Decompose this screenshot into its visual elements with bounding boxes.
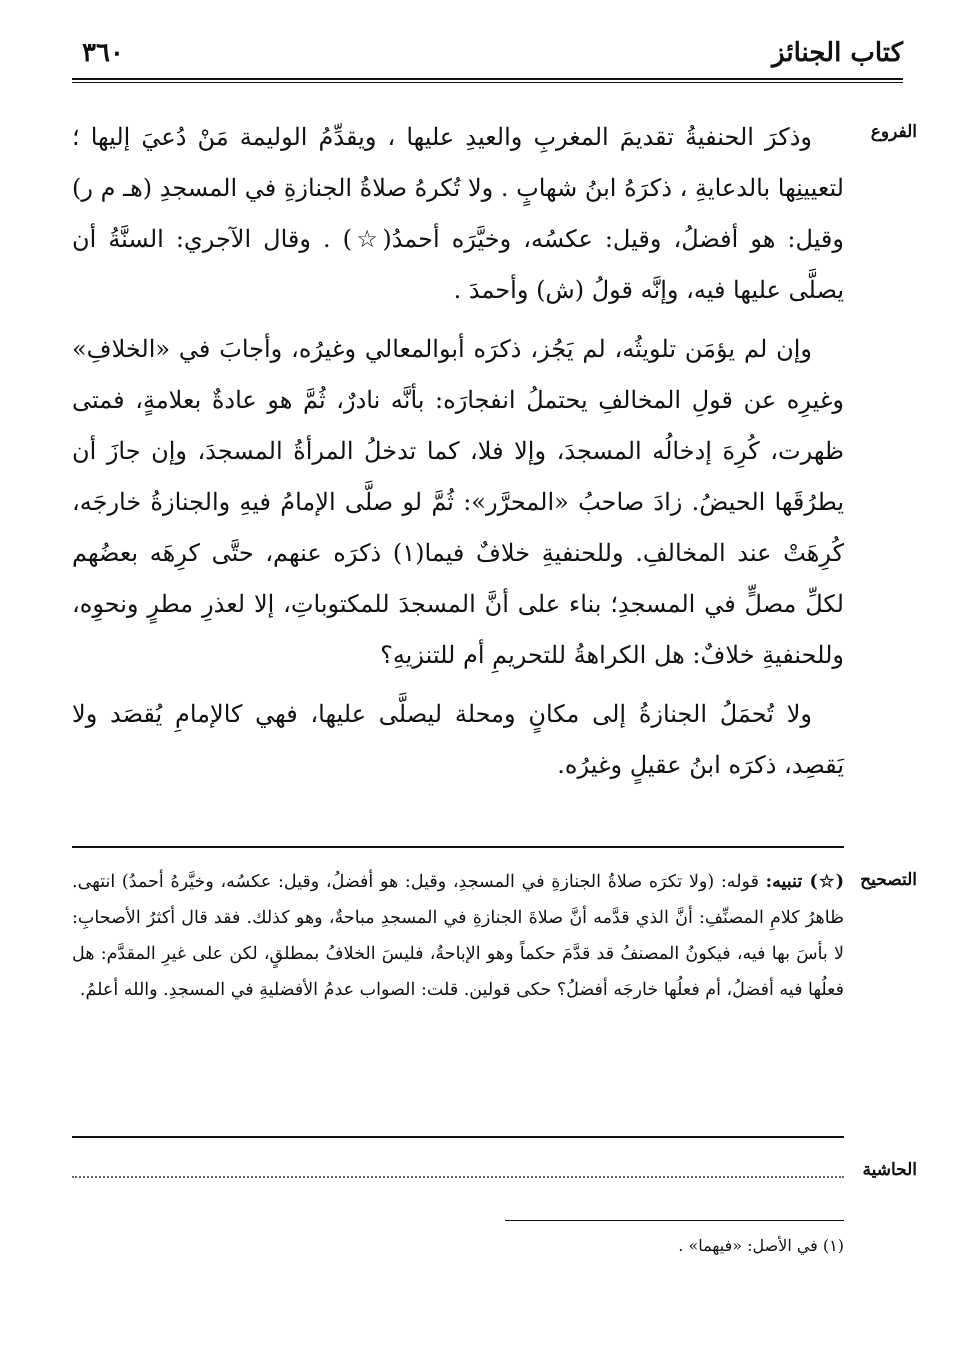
main-paragraph-1: وذكرَ الحنفيةُ تقديمَ المغربِ والعيدِ عليها ، ويقدِّمُ الوليمة مَنْ دُعيَ إليها ؛ لتعيينِها بالدعايةِ ، ذكرَهُ ابنُ شهابٍ . ولا تُكرهُ صلاةُ الجنازةِ في المسجدِ (هـ م ر) وقيل: هو أفضلُ، وقيل: عكسُه، وخيَّرَه أحمدُ(☆) . وقال الآجري: السنَّةُ أن يصلَّى عليها فيه، وإنَّه قولُ (ش) وأحمدَ . [72, 123, 844, 304]
main-text [72, 112, 844, 799]
margin-label-tashih: التصحيح [860, 870, 917, 890]
header-rule [72, 78, 903, 80]
hashiya-dotted-line [72, 1176, 844, 1178]
footnote-rule [505, 1220, 844, 1221]
main-paragraph-3: ولا تُحمَلُ الجنازةُ إلى مكانٍ ومحلة ليصلَّى عليها، فهي كالإمامِ يُقصَد ولا يَقصِد، ذكرَه ابنُ عقيلٍ وغيرُه. [72, 700, 844, 779]
section-divider-top [72, 846, 844, 848]
tashih-paragraph [72, 864, 844, 1008]
margin-label-hashiya: الحاشية [862, 1160, 917, 1180]
header-rule-thin [72, 82, 903, 83]
running-title: كتاب الجنائز [772, 38, 903, 68]
tashih-text: قوله: (ولا تكرَه صلاةُ الجنازةِ في المسجدِ، وقيل: هو أفضلُ، وقيل: عكسُه، وخيَّرهُ أحمدُ) انتهى. ظاهرُ كلامِ المصنِّفِ: أنَّ الذي قدَّمه أنَّ صلاةَ الجنازةِ في المسجدِ مباحةٌ، وهو كذلك. فقد قال أكثرُ الأصحابِ: لا بأسَ بها فيه، فيكونُ المصنفُ قد قدَّمَ حكماً وهو الإباحةُ، فليسَ الخلافُ بمطلقٍ، لكن على غيرِ المقدَّم: هل فعلُها فيه أفضلُ، أم فعلُها خارجَه أفضلُ؟ حكى قولين. قلت: الصواب عدمُ الأفضليةِ في المسجدِ. والله أعلمُ. [72, 872, 844, 1000]
tashih-section [72, 864, 844, 1008]
main-paragraph-2: وإن لم يؤمَن تلويثُه، لم يَجُز، ذكرَه أبوالمعالي وغيرُه، وأجابَ في «الخلافِ» وغيرِه عن قولِ المخالفِ يحتملُ انفجارَه: بأنَّه نادرٌ، ثُمَّ هو عادةٌ بعلامةٍ، فمتى ظهرت، كُرِهَ إدخالُه المسجدَ، وإلا فلا، كما تدخلُ المرأةُ المسجدَ، وإن جازَ أن يطرُقَها الحيضُ. زادَ صاحبُ «المحرَّر»: ثُمَّ لو صلَّى الإمامُ فيهِ والجنازةُ خارجَه، كُرِهَتْ عند المخالفِ. وللحنفيةِ خلافٌ فيما(١) ذكرَه عنهم، حتَّى كرِهَه بعضُهم لكلِّ مصلٍّ في المسجدِ؛ بناء على أنَّ المسجدَ للمكتوباتِ، إلا لعذرِ مطرٍ ونحوِه، وللحنفيةِ خلافٌ: هل الكراهةُ للتحريمِ أم للتنزيهِ؟ [72, 335, 844, 669]
section-divider-bottom [72, 1136, 844, 1138]
footnote: (١) في الأصل: «فيهما» . [678, 1236, 844, 1255]
margin-label-furu: الفروع [870, 122, 917, 142]
page-number: ٣٦٠ [82, 38, 124, 68]
tashih-lead: (☆) تنبيه: [765, 872, 844, 892]
